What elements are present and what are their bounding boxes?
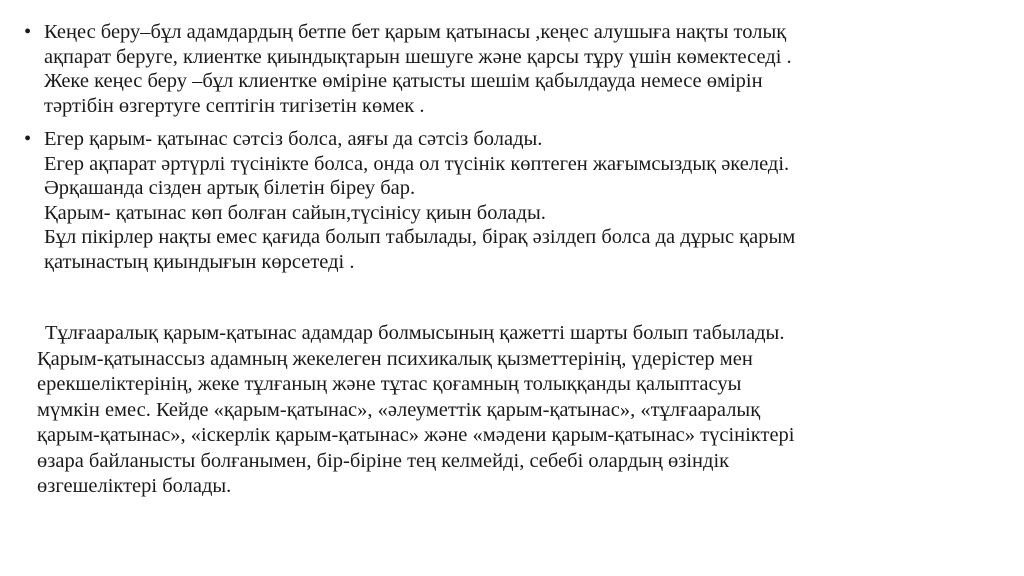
paragraph-line: мүмкін емес. Кейде «қарым-қатынас», «әлеуметтік қарым-қатынас», «тұлғааралық	[37, 398, 761, 421]
bullet-text-line: Кеңес беру–бұл адамдардың бетпе бет қарым қатынасы ,кеңес алушыға нақты толық	[44, 21, 787, 43]
paragraph-line: Тұлғааралық қарым-қатынас адамдар болмысының қажетті шарты болып табылады.	[45, 322, 785, 344]
bullet-dot-icon: •	[24, 128, 32, 150]
bullet-text-line: Қарым- қатынас көп болған сайын,түсінісу қиын болады.	[44, 201, 546, 224]
interpersonal-paragraph	[37, 321, 997, 500]
bullet-dot-icon: •	[24, 21, 32, 43]
bullet-item-counseling	[24, 20, 1004, 118]
bullet-text-line: Егер ақпарат әртүрлі түсінікте болса, онда ол түсінік көптеген жағымсыздық әкеледі.	[44, 152, 790, 175]
bullet-list	[24, 20, 1004, 283]
paragraph-line: ерекшеліктерінің, жеке тұлғаның және тұтас қоғамның толыққанды қалыптасуы	[37, 373, 742, 395]
paragraph-line: Қарым-қатынассыз адамның жекелеген психикалық қызметтерінің, үдерістер мен	[37, 347, 753, 370]
bullet-text-line: Жеке кеңес беру –бұл клиентке өміріне қатысты шешім қабылдауда немесе өмірін	[44, 70, 763, 92]
paragraph-line: өзара байланысты болғанымен, бір-біріне тең келмейді, себебі олардың өзіндік	[37, 449, 730, 472]
bullet-text-line: қатынастың қиындығын көрсетеді .	[44, 250, 355, 273]
paragraph-line: қарым-қатынас», «іскерлік қарым-қатынас» және «мәдени қарым-қатынас» түсініктері	[37, 424, 795, 446]
bullet-item-communication	[24, 127, 1004, 274]
bullet-text-line: Егер қарым- қатынас сәтсіз болса, аяғы да сәтсіз болады.	[44, 128, 543, 150]
bullet-text-line: Әрқашанда сізден артық білетін біреу бар.	[44, 177, 416, 199]
bullet-text-line: ақпарат беруге, клиентке қиындықтарын шешуге және қарсы тұру үшін көмектеседі .	[44, 45, 792, 68]
paragraph-line: өзгешеліктері болады.	[37, 475, 232, 497]
bullet-text-line: тәртібін өзгертуге септігін тигізетін көмек .	[44, 94, 425, 117]
bullet-text-line: Бұл пікірлер нақты емес қағида болып табылады, бірақ әзілдеп болса да дұрыс қарым	[44, 226, 796, 248]
